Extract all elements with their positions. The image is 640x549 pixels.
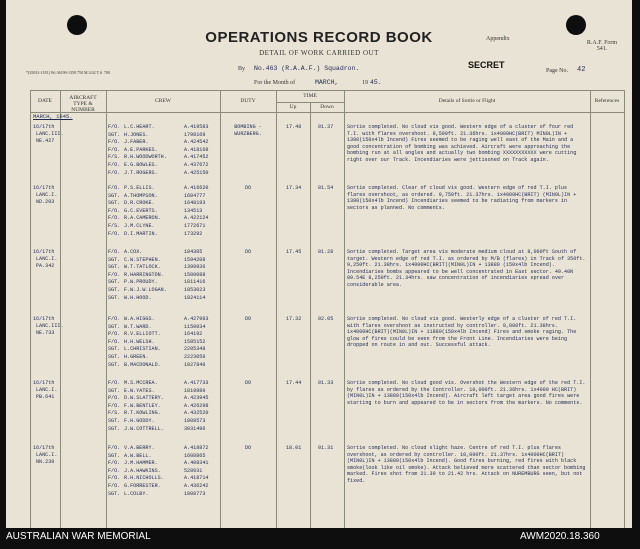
crew-rank: F/O. <box>108 185 121 191</box>
crew-name: F.H.GODDY. <box>124 418 155 424</box>
crew-name: P.S.ELLIS. <box>124 185 155 191</box>
appendix-label: Appendix <box>486 36 510 42</box>
crew-rank: SGT. <box>108 387 121 394</box>
sortie-row <box>6 380 632 440</box>
crew-service-number: 173292 <box>184 230 203 237</box>
crew-rank: F/O. <box>108 338 121 345</box>
crew-rank: F/O. <box>108 271 121 278</box>
time-up: 17.44 <box>286 380 302 386</box>
crew-name: J.M.HAMMER. <box>124 460 158 467</box>
crew-rank: F/S. <box>108 223 121 229</box>
header-time: TIME <box>303 93 317 99</box>
crew-service-number: 1608865 <box>184 452 206 459</box>
time-down: 01.37 <box>318 124 334 130</box>
crew-rank: SGT. <box>108 192 121 199</box>
crew-rank: F/S. <box>108 410 121 417</box>
crew-name: J.A.HAWKINS. <box>124 467 161 474</box>
entry-date: 16/17th <box>33 445 55 451</box>
aircraft-designation: PB.641 <box>36 394 55 400</box>
crew-service-number: A.436242 <box>184 483 209 489</box>
month-label: For the Month of <box>254 80 296 86</box>
time-down: 02.05 <box>318 316 334 322</box>
by-label: By <box>238 66 246 72</box>
time-up: 18.01 <box>286 445 302 451</box>
crew-name: W.A.HIGGS. <box>124 316 155 322</box>
crew-service-number: 1808773 <box>184 490 206 497</box>
aircraft-designation: LANC.I. <box>36 192 58 198</box>
crew-rank: F/O. <box>108 124 121 130</box>
entry-duty: DO <box>244 249 252 255</box>
crew-service-number: A.417733 <box>184 380 209 386</box>
crew-rank: F/O. <box>108 230 121 237</box>
crew-rank: F/O. <box>108 402 121 409</box>
crew-name: R.H.NICHOLLS. <box>124 475 164 482</box>
crew-name: W.H.HOOD. <box>124 294 152 301</box>
entry-duty: DO <box>244 316 252 322</box>
crew-rank: SGT. <box>108 131 121 138</box>
crew-service-number: 1827840 <box>184 361 206 368</box>
crew-service-number: A.425150 <box>184 169 209 176</box>
crew-rank: P/O. <box>108 395 121 402</box>
crew-rank: F/O. <box>108 207 121 214</box>
form-code: R.A.F. Form 541. <box>586 40 618 52</box>
crew-name: L.C.HEART. <box>124 124 155 130</box>
header-up: Up <box>289 104 297 110</box>
entry-duty: BOMBING - WURZBERG. <box>234 124 262 137</box>
crew-service-number: A.419583 <box>184 124 209 130</box>
crew-service-number: 1811416 <box>184 279 206 286</box>
crew-service-number: 1819889 <box>184 387 206 394</box>
aircraft-designation: PA.342 <box>36 263 55 269</box>
time-up: 17.32 <box>286 316 302 322</box>
crew-rank: SGT. <box>108 346 121 353</box>
crew-rank: F/O. <box>108 139 121 146</box>
crew-name: A.E.PARKES. <box>124 146 158 153</box>
crew-name: R.T.KOWLING. <box>124 410 161 417</box>
crew-rank: F/O. <box>108 445 121 451</box>
crew-name: J.T.ROGERS. <box>124 169 158 176</box>
record-sheet <box>6 0 632 528</box>
sortie-details: Sortie completed. Clear of cloud vis good. Western edge of red T.I. plus flares overshoot, as ordered. 9,750ft. 21.37hrs. 1x4000HC(BRIT) (MIN0L)IN + 1380(150x4lb Incend) Incendiaries seemed to be radiating from markers in sectors as planned. No comments. <box>347 185 577 211</box>
crew-rank: F/O. <box>108 467 121 474</box>
crew-rank: F/O. <box>108 316 121 322</box>
month-value: MARCH, <box>315 79 339 86</box>
crew-service-number: A.417452 <box>184 154 209 161</box>
crew-name: J.W.COTTRELL. <box>124 425 164 432</box>
time-down: 01.28 <box>318 249 334 255</box>
sortie-details: Sortie completed. No cloud vis good. Westerly edge of a cluster of red T.I. with flares overshoot as instructed by controller. 9,000ft. 21.38hrs. 1x4000HC(BRIT)(MIN0L)IN + 11880(150x4lb Incend) Fires and smoke raging. The glow of fires could be seen from the Front Line. Incendiaries were being dropped on route in and out. Successful attack. <box>347 316 577 349</box>
secret-stamp: SECRET <box>468 60 505 70</box>
crew-name: L.CHRISTIAN. <box>124 346 161 353</box>
aircraft-designation: LANC.I. <box>36 452 58 458</box>
entry-duty: DO <box>244 380 252 386</box>
crew-rank: SGT. <box>108 323 121 330</box>
sortie-row <box>6 249 632 309</box>
crew-name: A.COX. <box>124 249 143 255</box>
crew-rank: F/O. <box>108 215 121 222</box>
crew-rank: F/O. <box>108 249 121 255</box>
entry-duty: DO <box>244 185 252 191</box>
page-label: Page No. <box>546 68 568 74</box>
crew-name: B.MACDONALD. <box>124 361 161 368</box>
crew-service-number: 134513 <box>184 207 203 214</box>
form-title: OPERATIONS RECORD BOOK <box>205 29 433 46</box>
crew-rank: SGT. <box>108 425 121 432</box>
year-prefix: 19 <box>362 80 368 86</box>
header-date: DATE <box>37 98 53 104</box>
aircraft-designation: LANC.III. <box>36 323 64 329</box>
crew-name: G.FORRESTER. <box>124 483 161 489</box>
crew-service-number: 3031496 <box>184 425 206 432</box>
time-up: 17.48 <box>286 124 302 130</box>
crew-name: R.V.ELLIOTT. <box>124 331 161 338</box>
footer-institution: AUSTRALIAN WAR MEMORIAL <box>6 531 151 542</box>
header-down: Down <box>320 104 334 110</box>
entry-date: 16/17th <box>33 316 55 322</box>
crew-service-number: A.418714 <box>184 475 209 482</box>
crew-name: W.T.WARD. <box>124 323 152 330</box>
crew-name: F.W.BENTLEY. <box>124 402 161 409</box>
crew-service-number: 1150034 <box>184 323 206 330</box>
crew-name: W.T.TATLOCK. <box>124 264 161 271</box>
crew-name: R.H.WOODWORTH. <box>124 154 167 161</box>
crew-service-number: 1594208 <box>184 256 206 263</box>
crew-rank: SGT. <box>108 418 121 424</box>
sortie-row <box>6 124 632 184</box>
crew-rank: F/O. <box>108 380 121 386</box>
crew-rank: F/O. <box>108 460 121 467</box>
crew-rank: SGT. <box>108 354 121 360</box>
crew-rank: F/O. <box>108 146 121 153</box>
crew-service-number: A.418872 <box>184 445 209 451</box>
sortie-row <box>6 316 632 376</box>
crew-rank: F/O. <box>108 169 121 176</box>
crew-rank: SGT. <box>108 361 121 368</box>
table-rule <box>30 90 624 91</box>
crew-service-number: 164192 <box>184 331 203 338</box>
crew-name: R.A.CAMERON. <box>124 215 161 222</box>
footer-accession: AWM2020.18.360 <box>520 531 600 542</box>
table-rule <box>30 112 624 113</box>
entry-date: 16/17th <box>33 249 55 255</box>
crew-service-number: 2223050 <box>184 354 206 360</box>
entry-duty: DO <box>244 445 252 451</box>
crew-service-number: A.422124 <box>184 215 209 222</box>
crew-service-number: A.416620 <box>184 185 209 191</box>
entry-date: 16/17th <box>33 124 55 130</box>
crew-service-number: 1500088 <box>184 271 206 278</box>
sortie-details: Sortie completed. No cloud good vis. Overshot the Western edge of the red T.I. by flares as ordered by the Controller. 10,000ft. 21.36hrs. 1x4000 HC(BRIT)(MIN0L)IN + 13880(150x4lb Incend). Aircraft left target area good fires were starting to burn and appeared to be in sectors from the markers. No comments. <box>347 380 586 406</box>
crew-service-number: A.437672 <box>184 162 209 168</box>
aircraft-designation: LANC.I. <box>36 387 58 393</box>
header-duty: DUTY <box>240 98 256 104</box>
form-subtitle: DETAIL OF WORK CARRIED OUT <box>259 49 379 57</box>
crew-rank: SGT. <box>108 279 121 286</box>
crew-service-number: 528931 <box>184 467 203 474</box>
crew-rank: SGT. <box>108 264 121 271</box>
crew-name: E.W.YATES. <box>124 387 155 394</box>
crew-service-number: 1853023 <box>184 287 206 293</box>
header-references: References <box>594 98 620 104</box>
time-down: 01.31 <box>318 445 334 451</box>
entry-date: 16/17th <box>33 185 55 191</box>
crew-name: M.S.MCCREA. <box>124 380 158 386</box>
page-number: 42 <box>577 66 586 74</box>
crew-rank: SGT. <box>108 294 121 301</box>
crew-service-number: A.423945 <box>184 395 209 402</box>
crew-service-number: A.418168 <box>184 146 209 153</box>
crew-service-number: 1824114 <box>184 294 206 301</box>
crew-rank: SGT. <box>108 490 121 497</box>
time-up: 17.34 <box>286 185 302 191</box>
aircraft-designation: NN.239 <box>36 459 55 465</box>
crew-name: H.JONES. <box>124 131 149 138</box>
crew-name: F.W.J.W.LOGAN. <box>124 287 167 293</box>
crew-name: V.A.BERRY. <box>124 445 155 451</box>
header-crew: CREW <box>155 98 171 104</box>
time-up: 17.45 <box>286 249 302 255</box>
crew-service-number: 1604777 <box>184 192 206 199</box>
time-down: 01.54 <box>318 185 334 191</box>
crew-service-number: A.427983 <box>184 316 209 322</box>
crew-service-number: A.432520 <box>184 410 209 417</box>
crew-name: R.HARRINGTON. <box>124 271 164 278</box>
crew-rank: F/O. <box>108 475 121 482</box>
crew-rank: F/O. <box>108 162 121 168</box>
crew-rank: P/O. <box>108 331 121 338</box>
crew-rank: SGT. <box>108 200 121 207</box>
crew-rank: SGT. <box>108 256 121 263</box>
crew-service-number: 1798169 <box>184 131 206 138</box>
crew-name: J.M.CLYNE. <box>124 223 155 229</box>
crew-name: H.H.WELSH. <box>124 338 155 345</box>
crew-service-number: A.424542 <box>184 139 209 146</box>
crew-name: D.R.CROKE. <box>124 200 155 207</box>
sortie-details: Sortie completed. No cloud vis good. Western edge of a cluster of four red T.I. with flares overshoot. 9,500ft. 21.36hrs. 1x4000HC(BRIT) MIN0L)IN + 1380(150x4lb Incend) Fires seemed to be raging well east of the Main and a good concentration of bombing was achieved. Aircraft were approaching the bombing run at all angles and actually two bombing XXXXXXXXXXX were cutting right over our Track. Incendiaries were jettisoned on Track again. <box>347 124 577 163</box>
sortie-details: Sortie completed. No cloud slight haze. Centre of red T.I. plus flares overshoot, as ordered by controller. 10,000ft. 21.37hrs. 1x4000HC(BRIT) (MIN0L)IN + 13880(150x4lb Incend). Good fires burning, red fires with black smoke(look like oil smoke). Attack believed more scattered than sector bombing marked. Fires shot from 21.30 to 21.42 hrs. Attack on NUREMBURG seen, but not fixed. <box>347 445 586 484</box>
aircraft-designation: NE.427 <box>36 138 55 144</box>
aircraft-designation: NE.733 <box>36 330 55 336</box>
squadron-value: No.463 (R.A.A.F.) Squadron. <box>254 65 360 72</box>
aircraft-designation: ND.203 <box>36 199 55 205</box>
time-down: 01.33 <box>318 380 334 386</box>
crew-service-number: 2205348 <box>184 346 206 353</box>
crew-service-number: A.426298 <box>184 402 209 409</box>
year-value: 45. <box>370 79 382 86</box>
crew-name: D.W.SLATTERY. <box>124 395 164 402</box>
crew-name: D.I.MARTIN. <box>124 230 158 237</box>
printer-note: *(35031-1181) Wt.36190-1358 750 M.3/42 T.S. 700 <box>26 70 110 75</box>
crew-service-number: 1399936 <box>184 264 206 271</box>
crew-name: J.FABER. <box>124 139 149 146</box>
aircraft-designation: LANC.III. <box>36 131 64 137</box>
crew-name: G.C.EVERTS. <box>124 207 158 214</box>
month-heading: MARCH, 1945. <box>33 113 73 120</box>
header-details: Details of Sortie or Flight <box>438 98 496 104</box>
crew-rank: SGT. <box>108 452 121 459</box>
aircraft-designation: LANC.I. <box>36 256 58 262</box>
crew-rank: SGT. <box>108 287 121 293</box>
crew-name: L.COLBY. <box>124 490 149 497</box>
crew-service-number: 1585152 <box>184 338 206 345</box>
crew-name: C.W.STEPHEN. <box>124 256 161 263</box>
sortie-row <box>6 445 632 505</box>
crew-name: A.THOMPSON. <box>124 192 158 199</box>
crew-service-number: 1808573 <box>184 418 206 424</box>
crew-name: E.G.BOWLES. <box>124 162 158 168</box>
sortie-row <box>6 185 632 245</box>
crew-rank: F/S. <box>108 154 121 161</box>
crew-rank: F/O. <box>108 483 121 489</box>
crew-name: H.GREEN. <box>124 354 149 360</box>
sortie-details: Sortie completed. Target area vis moderate medium cloud at 8,000ft South of target. Western edge of red T.I. as ordered by M/B (flares) in Track of 350ft. 9,250ft. 21.38hrs. 1x4000HC(BRIT)(MIN0L)IN + 13880 (150x4lb Incend). Incendiaries bombs appeared to be well concentrated in East sector. 49.40N 09.54E 8,250ft. 21.34hrs. saw concentration of incendiaries spread over considerable area. <box>347 249 586 288</box>
header-aircraft: AIRCRAFT TYPE & NUMBER <box>69 95 97 113</box>
crew-name: A.W.BELL. <box>124 452 152 459</box>
entry-date: 16/17th <box>33 380 55 386</box>
crew-service-number: 184305 <box>184 249 203 255</box>
crew-service-number: 1648193 <box>184 200 206 207</box>
crew-name: P.W.PROUDY. <box>124 279 158 286</box>
crew-service-number: A.408341 <box>184 460 209 467</box>
crew-service-number: 1772671 <box>184 223 206 229</box>
